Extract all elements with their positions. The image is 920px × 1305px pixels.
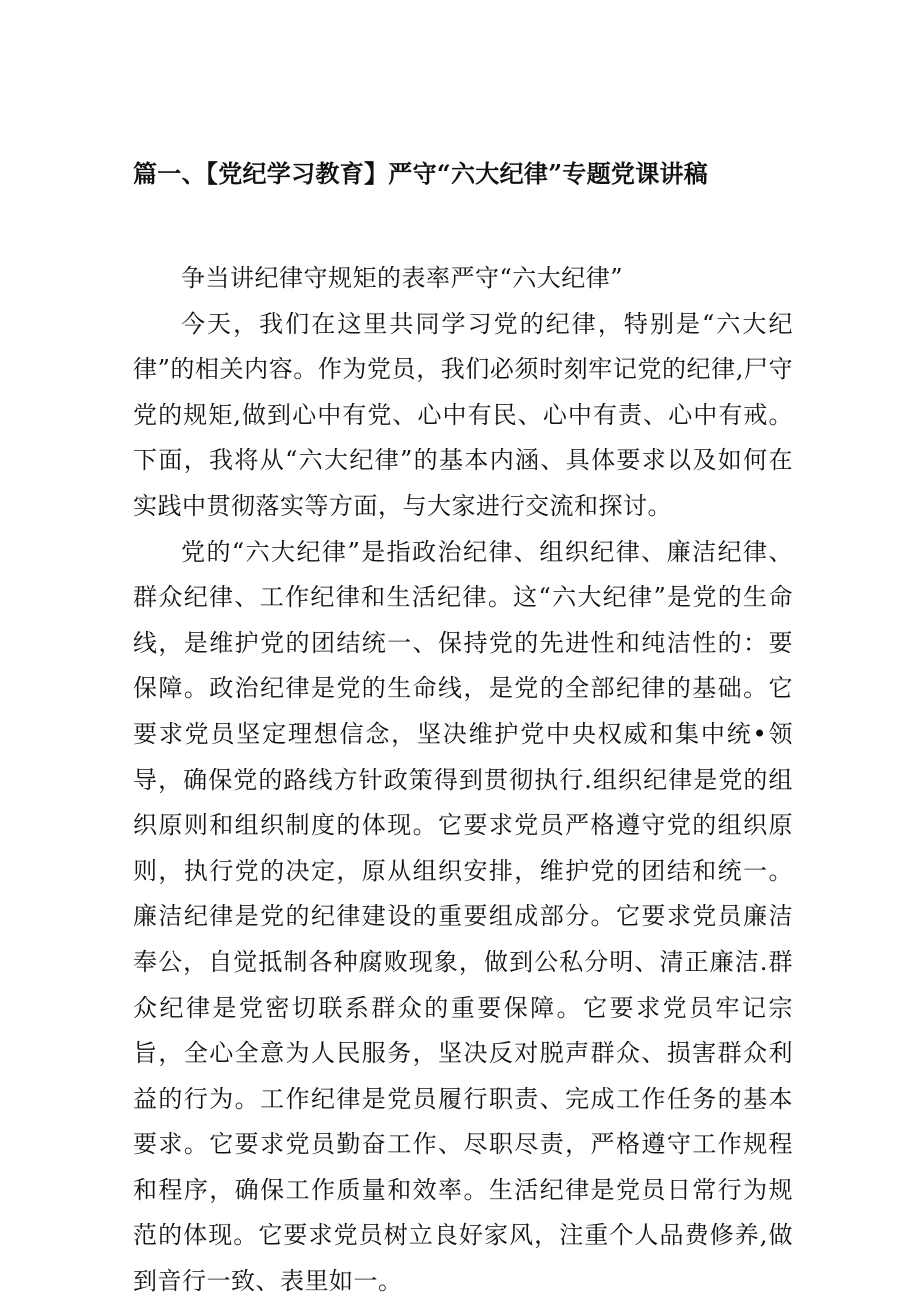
paragraph-six-disciplines: 党的“六大纪律”是指政治纪律、组织纪律、廉洁纪律、群众纪律、工作纪律和生活纪律。这“六大纪律”是党的生命线，是维护党的团结统一、保持党的先进性和纯洁性的：要保障。政治纪律是党的生命线，是党的全部纪律的基础。它要求党员坚定理想信念，坚决维护党中央权威和集中统•领导，确保党的路线方针政策得到贯彻执行.组织纪律是党的组织原则和组织制度的体现。它要求党员严格遵守党的组织原则，执行党的决定，原从组织安排，维护党的团结和统一。廉洁纪律是党的纪律建设的重要组成部分。它要求党员廉洁奉公，自觉抵制各种腐败现象，做到公私分明、清正廉洁.群众纪律是党密切联系群众的重要保障。它要求党员牢记宗旨，全心全意为人民服务，坚决反对脱声群众、损害群众利益的行为。工作纪律是党员履行职责、完成工作任务的基本要求。它要求党员勤奋工作、尽职尽责，严格遵守工作规程和程序，确保工作质量和效率。生活纪律是党员日常行为规范的体现。它要求党员树立良好家风，注重个人品费修养,做到音行一致、表里如一。 [133,537,793,1296]
paragraph-introduction: 今天，我们在这里共同学习党的纪律，特别是“六大纪律”的相关内容。作为党员，我们必须时刻牢记党的纪律,尸守党的规矩,做到心中有党、心中有民、心中有责、心中有戒。下面，我将从“六大纪律”的基本内涵、具体要求以及如何在实践中贯彻落实等方面，与大家进行交流和探讨。 [133,309,793,520]
document-title: 篇一、【党纪学习教育】严守“六大纪律”专题党课讲稿 [133,159,709,188]
document-body [133,256,793,1305]
paragraph-subtitle: 争当讲纪律守规矩的表率严守“六大纪律” [181,264,624,292]
